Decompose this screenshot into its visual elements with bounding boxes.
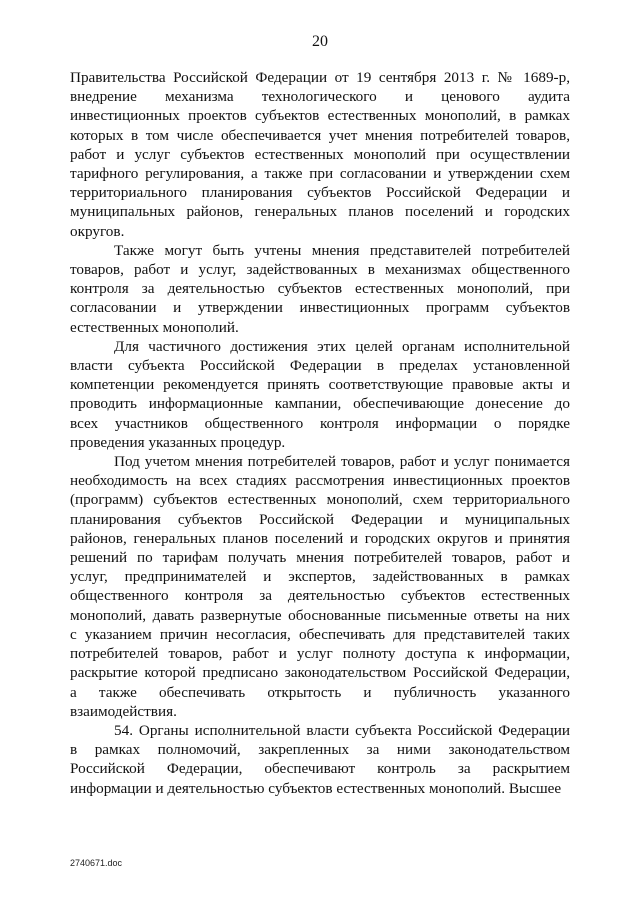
text-line: согласовании и утверждении инвестиционных программ субъектов — [70, 299, 570, 317]
text-line: необходимость на всех стадиях рассмотрения инвестиционных проектов — [70, 472, 570, 490]
text-line: общественного контроля за деятельностью субъектов естественных — [70, 587, 570, 605]
text-line: раскрытие которой предписано законодательством Российской Федерации, — [70, 664, 570, 682]
text-line: а также обеспечивать открытость и публичность указанного — [70, 683, 570, 701]
text-line: округов. — [70, 222, 125, 240]
text-line: инвестиционных проектов субъектов естественных монополий, в рамках — [70, 107, 570, 125]
text-line: потребителей товаров, работ и услуг полноту доступа к информации, — [70, 645, 570, 663]
text-line: муниципальных районов, генеральных планов поселений и городских — [70, 203, 570, 221]
text-line: Российской Федерации, обеспечивают контроль за раскрытием — [70, 760, 570, 778]
text-line: с указанием причин несогласия, обеспечивать для представителей таких — [70, 625, 570, 643]
paragraph — [70, 452, 570, 721]
text-line: в рамках полномочий, закрепленных за ними законодательством — [70, 741, 570, 759]
text-line: работ и услуг субъектов естественных монополий при осуществлении — [70, 145, 570, 163]
text-line: естественных монополий. — [70, 318, 239, 336]
paragraph — [70, 68, 570, 241]
paragraph — [70, 337, 570, 452]
text-line: Под учетом мнения потребителей товаров, работ и услуг понимается — [114, 453, 570, 471]
text-line: внедрение механизма технологического и ценового аудита — [70, 88, 570, 106]
text-line: товаров, работ и услуг, задействованных в механизмах общественного — [70, 261, 570, 279]
text-line: планирования субъектов Российской Федерации и муниципальных — [70, 510, 570, 528]
text-line: районов, генеральных планов поселений и городских округов и принятия — [70, 529, 570, 547]
text-line: (программ) субъектов естественных монополий, схем территориального — [70, 491, 570, 509]
page-number: 20 — [312, 33, 328, 50]
footer-filename: 2740671.doc — [70, 858, 123, 868]
text-line: услуг, предпринимателей и экспертов, задействованных в рамках — [70, 568, 570, 586]
text-line: территориального планирования субъектов Российской Федерации и — [70, 184, 570, 202]
text-line: всех участников общественного контроля информации о порядке — [70, 414, 570, 432]
paragraph — [70, 241, 570, 337]
text-line: монополий, давать развернутые обоснованные письменные ответы на них — [70, 606, 570, 624]
text-line: власти субъекта Российской Федерации в пределах установленной — [70, 357, 570, 375]
text-line: взаимодействия. — [70, 702, 177, 720]
text-line: Правительства Российской Федерации от 19 сентября 2013 г. № 1689-р, — [70, 69, 570, 86]
text-line: которых в том числе обеспечивается учет мнения потребителей товаров, — [70, 126, 570, 144]
text-line: Для частичного достижения этих целей органам исполнительной — [114, 337, 570, 355]
document-body — [70, 68, 570, 798]
text-line: информации и деятельностью субъектов естественных монополий. Высшее — [70, 779, 562, 797]
text-line: проводить информационные кампании, обеспечивающие донесение до — [70, 395, 570, 413]
text-line: решений по тарифам получать мнения потребителей товаров, работ и — [70, 549, 570, 567]
text-line: тарифного регулирования, а также при согласовании и утверждении схем — [70, 165, 570, 183]
text-line: 54. Органы исполнительной власти субъекта Российской Федерации — [114, 721, 570, 739]
paragraph — [70, 721, 570, 798]
text-line: компетенции рекомендуется принять соответствующие правовые акты и — [70, 376, 570, 394]
text-line: Также могут быть учтены мнения представителей потребителей — [114, 241, 570, 259]
text-line: контроля за деятельностью субъектов естественных монополий, при — [70, 280, 570, 298]
text-line: проведения указанных процедур. — [70, 433, 286, 451]
